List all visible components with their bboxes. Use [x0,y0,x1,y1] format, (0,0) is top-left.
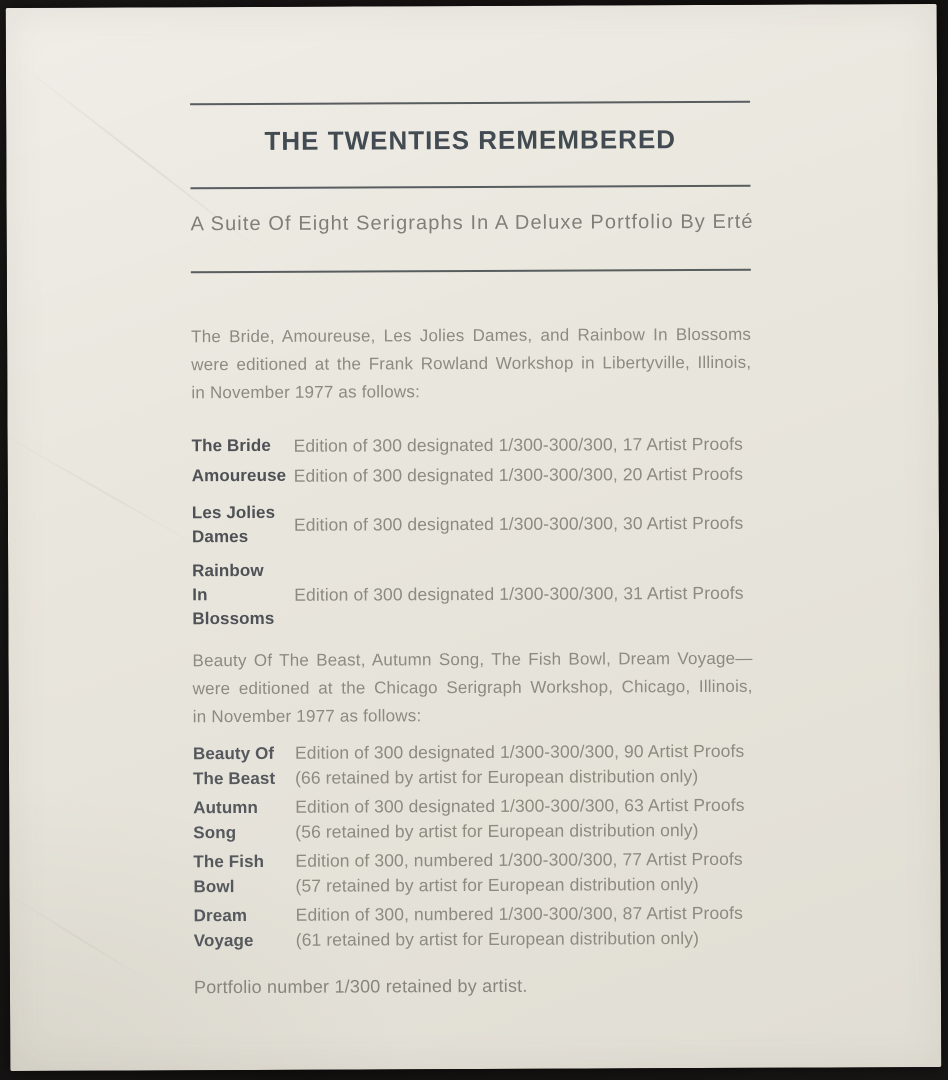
artwork-name [192,559,282,631]
artwork-name [193,849,283,899]
artwork-name-line: Song [193,823,237,843]
artwork-name [194,903,284,953]
artwork-name-line: Autumn [193,797,259,818]
intro-line: The Bride, Amoureuse, Les Jolies Dames, and Rainbow In Blossoms [191,324,752,347]
artwork-name-line: Rainbow In [192,560,264,605]
artwork-name-line: Dames [191,526,249,547]
rule-divider-top [190,101,750,105]
artwork-name [191,464,287,488]
artwork-name-line: The Beast [193,768,276,789]
artwork-name-line: Bowl [193,877,235,897]
edition-row [193,847,753,899]
artwork-name-line: Voyage [193,930,254,951]
edition-details [294,580,743,607]
edition-line: Edition of 300 designated 1/300-300/300, 90 Artist Proofs [294,740,745,763]
artwork-name-line: Blossoms [192,608,275,629]
proof-note: (57 retained by artist for European distribution only) [295,874,699,896]
intro-line: were editioned at the Chicago Serigraph Workshop, Chicago, Illinois, [192,676,753,699]
edition-list-1 [192,429,753,631]
paper-crease [3,891,157,987]
edition-details [295,847,742,899]
edition-row [192,499,752,549]
artwork-name-line: The Fish [193,851,265,872]
edition-line: Edition of 300 designated 1/300-300/300, 17 Artist Proofs [293,433,743,456]
artwork-name [193,741,283,791]
artwork-name-line: Dream [193,905,248,926]
edition-row [192,557,752,631]
proof-note: (56 retained by artist for European distribution only) [295,820,699,842]
edition-details [294,461,743,488]
artwork-name-line: Amoureuse [191,465,287,486]
edition-list-2 [193,739,754,953]
artwork-name-line: The Bride [191,435,271,456]
edition-row [193,739,753,791]
edition-row [192,459,752,491]
rule-divider-middle [190,185,750,189]
proof-note: (61 retained by artist for European distribution only) [295,928,700,950]
artwork-name-line: Beauty Of [192,743,275,764]
section-intro-1 [191,321,751,407]
edition-details [296,901,743,953]
footer-note: Portfolio number 1/300 retained by artist. [193,975,528,998]
artwork-name [193,795,283,845]
edition-line: Edition of 300 designated 1/300-300/300, 30 Artist Proofs [293,512,744,535]
paper-crease [0,423,211,554]
edition-line: Edition of 300, numbered 1/300-300/300, 87 Artist Proofs [295,902,743,925]
edition-details [295,793,745,845]
paper-sheet [6,4,942,1071]
edition-line: Edition of 300, numbered 1/300-300/300, 77 Artist Proofs [295,848,743,871]
intro-line: in November 1977 as follows: [192,706,422,727]
edition-details [295,739,745,791]
edition-line: Edition of 300 designated 1/300-300/300, 63 Artist Proofs [295,794,745,817]
intro-line: Beauty Of The Beast, Autumn Song, The Fish Bowl, Dream Voyage— [192,648,753,671]
edition-row [194,901,754,953]
artwork-name [192,434,282,458]
artwork-name [192,501,282,549]
edition-row [193,793,753,845]
rule-divider-bottom [191,269,751,273]
edition-line: Edition of 300 designated 1/300-300/300, 20 Artist Proofs [293,463,744,486]
intro-line: in November 1977 as follows: [191,382,421,403]
edition-row [192,429,752,461]
section-intro-2 [192,645,752,731]
colophon-content [190,101,754,998]
page-title: THE TWENTIES REMEMBERED [264,124,677,156]
edition-details [294,510,743,537]
proof-note: (66 retained by artist for European distribution only) [295,766,699,788]
edition-details [294,431,743,458]
artwork-name-line: Les Jolies [191,502,276,523]
edition-line: Edition of 300 designated 1/300-300/300, 31 Artist Proofs [294,582,744,605]
page-subtitle: A Suite Of Eight Serigraphs In A Deluxe Portfolio By Erté [190,210,754,236]
intro-line: were editioned at the Frank Rowland Workshop in Libertyville, Illinois, [191,352,752,375]
